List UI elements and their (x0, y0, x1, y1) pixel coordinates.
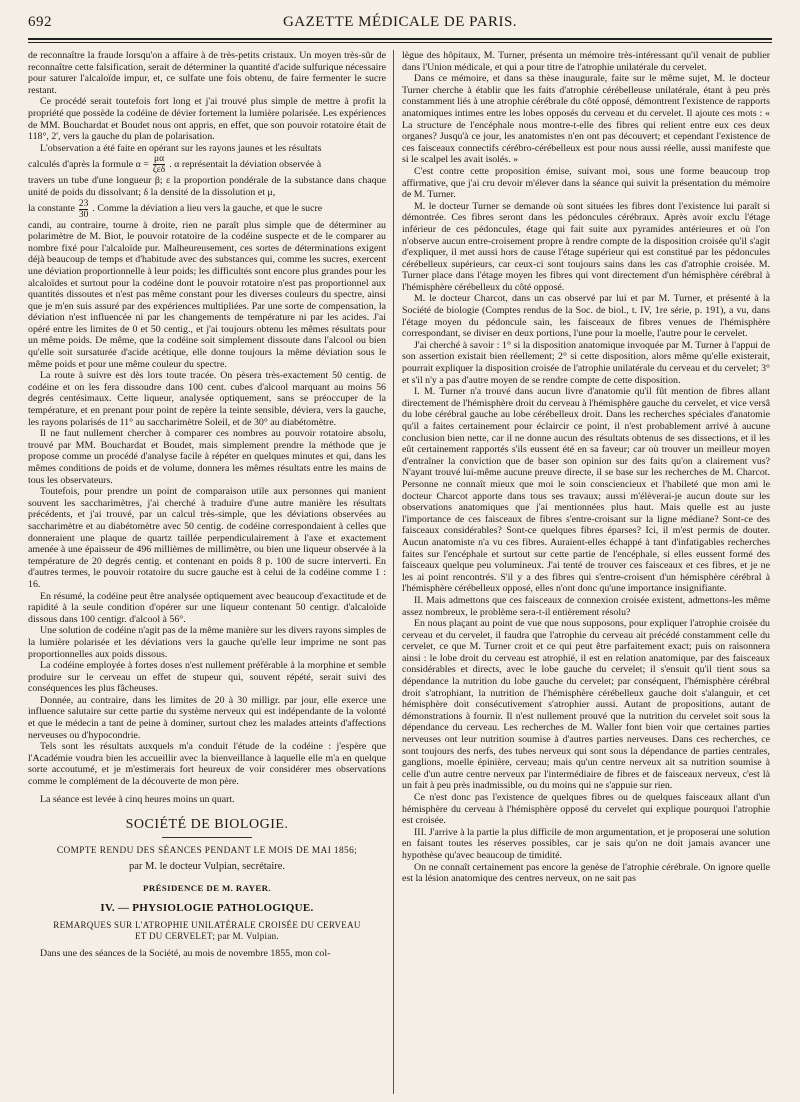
paragraph: Une solution de codéine n'agit pas de la même manière sur les divers rayons simples de la lumière polarisée et les déviations vers la gauche qu'elle leur imprime ne sont pas proportionnelles aux poids dissous. (28, 625, 386, 660)
section-heading: IV. — PHYSIOLOGIE PATHOLOGIQUE. (100, 901, 314, 914)
paragraph: Donnée, au contraire, dans les limites de 20 à 30 milligr. par jour, elle exerce une influence salutaire sur cette partie du système nerveux qui est indépendante de la volonté et que le médecin a tant de peine à dominer, surtout chez les malades atteints d'affections nerveuses ou d'hypocondrie. (28, 694, 386, 741)
journal-title: GAZETTE MÉDICALE DE PARIS. (282, 14, 518, 30)
paragraph: C'est contre cette proposition émise, suivant moi, sous une forme beaucoup trop affirmative, que j'ai cru devoir m'élever dans la séance qui suivit la présentation du mémoire de M. Turner. (402, 165, 770, 201)
paragraph: Il ne faut nullement chercher à comparer ces nombres au pouvoir rotatoire absolu, trouvé par MM. Bouchardat et Boudet, mais simplement prendre la méthode que je propose comme un procédé d'analyse facile à répéter en quelques minutes et qui, dans les mêmes conditions de poids et de volume, donnera les mêmes résultats entre les mains de tous les observateurs. (28, 428, 386, 486)
paragraph: Ce procédé serait toutefois fort long et j'ai trouvé plus simple de mettre à profit la propriété que possède la codéine de dévier fortement la lumière polarisée. Les expériences de MM. Bouchardat et Boudet nous ont appris, en effet, que son pouvoir rotatoire était de 118°, 2', vers la gauche du plan de polarisation. (28, 96, 386, 143)
paragraph: lègue des hôpitaux, M. Turner, présenta un mémoire très-intéressant qu'il venait de publier dans l'Union médicale, et qui a pour titre de l'atrophie unilatérale du cervelet. (402, 50, 770, 73)
paragraph: La codéine employée à fortes doses n'est nullement préférable à la morphine et semble produire sur le cerveau un effet de stupeur qui, souvent répété, serait suivi des conséquences les plus fâcheuses. (28, 660, 386, 695)
presidency-line: PRÉSIDENCE DE M. RAYER. (143, 883, 271, 893)
page-header (28, 14, 772, 36)
paragraph: de reconnaître la fraude lorsqu'on a affaire à de très-petits cristaux. Un moyen très-sûr de reconnaître cette falsification, serait de déterminer la quantité d'acide sulfurique nécessaire pour saturer l'alcaloïde impur, et, ce sulfate une fois obtenu, de faire fermenter le sucre restant. (28, 50, 386, 96)
paragraph: I. M. Turner n'a trouvé dans aucun livre d'anatomie qu'il fût mention de fibres allant directement de l'hémisphère droit du cerveau à l'hémisphère gauche du cervelet, et vice versâ du lobe cérébral gauche au lobe cérébelleux droit. Dans les recherches spéciales d'anatomie qu'il a faites certainement pour éclaircir ce point, il n'est probablement arrivé à aucune conclusion bien nette, car il ne donne aucun des résultats obtenus de ses dissections, et il les eût certainement rapportés s'ils eussent été en sa faveur; car où trouver un meilleur moyen d'entraîner la conviction que de baser son opinion sur des faits qu'on a clairement vus? N'ayant trouvé lui-même aucune preuve directe, il se base sur les recherches de M. Charcot. Personne ne connaît mieux que moi le soin consciencieux et l'habileté que mon ami le docteur Charcot apporte dans tous ses travaux; aussi m'élèverai-je aucun doute sur les observations anatomiques que j'ai mentionnées plus haut. Mais quelle est au juste l'importance de ces faisceaux de fibres s'entre-croisant sur la ligne médiane? Sont-ce des faisceaux considérables? Sont-ce quelques fibres éparses? Ici, il m'est permis de douter. Aucun anatomiste n'a vu ces fibres. Auraient-elles échappé à tant d'infatigables recherches faites sur l'encéphale et surtout sur cette partie de l'encéphale, si elles eussent formé des faisceaux quelque peu volumineux. J'ai tenté de trouver ces faisceaux et ces fibres, et je ne les ai point rencontrés. S'il y a des fibres qui s'entre-croisent d'un hémisphère cérébral à l'hémisphère cérébelleux opposé, elles n'ont donc qu'une importance insignifiante. (402, 386, 770, 595)
note-title-line: REMARQUES SUR L'ATROPHIE UNILATÉRALE CROISÉE DU CERVEAU (53, 920, 361, 931)
paragraph: M. le docteur Charcot, dans un cas observé par lui et par M. Turner, et présenté à la Société de biologie (Comptes rendus de la Soc. de biol., t. IV, 1re série, p. 191), a vu, dans l'étage moyen du pédoncule sain, les faisceaux de fibres venues de l'hémisphère correspondant, se diviser en deux portions, l'une pour la moelle, l'autre pour le cervelet. (402, 293, 770, 340)
paragraph: candi, au contraire, tourne à droite, rien ne paraît plus simple que de déterminer au polarimètre de M. Biot, le pouvoir rotatoire de la codéine suspecte et de le comparer au nombre fixé pour l'alcaloïde pur. Malheureusement, ces sortes de déterminations exigent déjà beaucoup de temps et d'habitude avec des substances qui, comme les sucres, exercent une déviation proportionnelle à leur poids; les difficultés sont encore plus grandes pour les alcaloïdes et surtout pour la codéine dont le pouvoir rotatoire n'est pas proportionnel aux quantités dissoutes et n'est pas même constant pour les diverses couleurs du spectre, ainsi que je m'en suis assuré par des expériences multipliées. Par une sorte de compensation, la déviation n'est influencée ni par les changements de température ni par les acides. J'ai opéré entre les limites de 0 et 50 centig., et j'ai toujours obtenu les mêmes résultats pour un même poids. De même, que la codéine soit simplement dissoute dans l'alcool ou bien qu'elle soit sursaturée d'acide acétique, elle donne toujours la même déviation sous le même poids et pour une même couleur du spectre. (28, 219, 386, 370)
formula-prefix: calculés d'après la formule α = (28, 159, 149, 171)
constant-fraction (79, 199, 89, 220)
report-line: COMPTE RENDU DES SÉANCES PENDANT LE MOIS DE MAI 1856; (56, 845, 358, 856)
right-column (402, 50, 770, 1096)
note-title (28, 920, 386, 942)
section-rule (162, 837, 252, 838)
formula-line (28, 154, 386, 175)
header-rule-thin (28, 42, 772, 43)
note-title-line: ET DU CERVELET; par M. Vulpian. (135, 931, 279, 942)
paragraph: La séance est levée à cinq heures moins un quart. (40, 793, 235, 805)
page-number: 692 (28, 14, 52, 30)
paragraph: J'ai cherché à savoir : 1° si la disposition anatomique invoquée par M. Turner à l'appui de son assertion existait bien réellement; 2° si cette disposition, alors même qu'elle existerait, pourrait expliquer la disposition croisée de l'atrophie unilatérale du cerveau et du cervelet; 3° et s'il n'y a pas d'autre moyen de se rendre compte de cette disposition. (402, 339, 770, 386)
formula-denominator: ζεδ (152, 165, 166, 176)
constant-line (28, 199, 386, 220)
paragraph: L'observation a été faite en opérant sur les rayons jaunes et les résultats (40, 142, 322, 154)
paragraph: Tels sont les résultats auxquels m'a conduit l'étude de la codéine : j'espère que l'Académie voudra bien les accueillir avec la bienveillance à laquelle elle m'a en quelque sorte accoutumé, et je m'estimerais fort heureux de voir considérer mes observations comme le complément de la découverte de mon père. (28, 741, 386, 788)
header-rule-thick (28, 38, 772, 40)
constant-numerator: 23 (78, 198, 89, 209)
formula-fraction (153, 154, 165, 175)
paragraph: Toutefois, pour prendre un point de comparaison utile aux personnes qui manient souvent les saccharimètres, j'ai cherché à traduire d'une autre manière les résultats précédents, et j'ai trouvé, par un calcul très-simple, que les déviations observées au saccharimètre et au diabétomètre avec 50 centig. de codéine correspondaient à celles que donneraient une plaque de quartz taillée perpendiculairement à l'axe et exactement amenée à une épaisseur de 496 millièmes de millimètre, ou bien une liqueur observée à la température de 20 degrés centig. et contenant en poids 8 p. 100 de sucre interverti. En d'autres termes, le pouvoir rotatoire du sucre gauche est à celui de la codéine comme 1 : 16. (28, 486, 386, 590)
left-column (28, 50, 386, 1096)
constant-prefix: la constante (28, 203, 75, 215)
report-author-line: par M. le docteur Vulpian, secrétaire. (128, 861, 286, 873)
paragraph: Dans ce mémoire, et dans sa thèse inaugurale, faite sur le même sujet, M. le docteur Turner cherche à établir que les faits d'atrophie cérébelleuse unilatérale, étant à peu près constamment liés à une atrophie cérébrale du côté opposé, démontrent l'existence de rapports anatomiques intimes entre les lobes opposés du cerveau et du cervelet. Il ajoute ces mots : « La structure de l'encéphale nous montre-t-elle des fibres qui relient entre eux ces deux organes? Jusqu'à ce jour, les anatomistes n'en ont pas découvert; et cependant l'existence de ces faisceaux connectifs cérébro-cérébelleux est pour nous aussi réelle, aussi manifeste que si le scalpel les avait isolés. » (402, 73, 770, 166)
paragraph: III. J'arrive à la partie la plus difficile de mon argumentation, et je proposerai une solution en faisant toutes les réserves possibles, car je sais qu'on ne doit jamais avancer une hypothèse qu'avec beaucoup de timidité. (402, 826, 770, 861)
paragraph: La route à suivre est dès lors toute tracée. On pèsera très-exactement 50 centig. de codéine et on les fera dissoudre dans 100 cent. cubes d'alcool marquant au moins 56 degrés centésimaux. Cette liqueur, analysée optiquement, sans se préoccuper de la température, et en prenant pour point de repère la teinte sensible, déviera, vers la gauche, les rayons polarisés de 11° au saccharimètre Soleil, et de 30° au diabétomètre. (28, 370, 386, 428)
constant-suffix: . Comme la déviation a lieu vers la gauche, et que le sucre (92, 203, 323, 215)
formula-numerator: μα (153, 154, 165, 165)
paragraph: travers un tube d'une longueur β; ε la proportion pondérale de la substance dans chaque unité de poids du dissolvant; δ la densité de la dissolution et μ, (28, 175, 386, 198)
paragraph: On ne connaît certainement pas encore la genèse de l'atrophie cérébrale. On ignore quelle est la lésion anatomique des centres nerveux, on ne sait pas (402, 861, 770, 885)
column-divider (393, 50, 394, 1094)
paragraph: Dans une des séances de la Société, au mois de novembre 1855, mon col- (40, 948, 331, 960)
paragraph: En nous plaçant au point de vue que nous supposons, pour expliquer l'atrophie croisée du cerveau et du cervelet, il faudra que l'atrophie du cerveau ait précédé constamment celle du cervelet, ce que M. Turner croit et ce qui peut être parfaitement exact; puis on raisonnera ainsi : le lobe droit du cerveau est atrophié, il est en relation anatomique, par des faisceaux considérables et directs, avec le lobe gauche du cervelet; il s'ensuit qu'il tient sous sa dépendance la nutrition du lobe gauche du cervelet; par conséquent, l'hémisphère cérébral droit s'atrophiant, la nutrition de l'hémisphère cérébelleux gauche doit s'alanguir, et cet hémisphère doit consécutivement s'atrophier aussi. Autant de propositions, autant de démonstrations à fournir. Il n'est nullement prouvé que la nutrition du cervelet soit sous la dépendance du cerveau. Les recherches de M. Waller font bien voir que certaines parties nerveuses ont leur nutrition soumise à d'autres parties nerveuses. Dans ces recherches, ce sont toujours des nerfs, des tubes nerveux qui sont sous la dépendance de parties centrales, ganglions, moelle épinière, cerveau; mais qu'un centre nerveux ait sa nutrition soumise à celle d'un autre centre nerveux par l'intermédiaire de fibres et de faisceaux nerveux, c'est là un fait à peu près inadmissible, ou du moins qui ne s'appuie sur rien. (402, 618, 770, 792)
formula-suffix: . α représentait la déviation observée à (169, 159, 322, 171)
constant-denominator: 30 (78, 209, 89, 220)
paragraph: Ce n'est donc pas l'existence de quelques fibres ou de quelques faisceaux allant d'un hémisphère du cerveau à l'hémisphère opposé du cervelet qui explique pourquoi l'atrophie est croisée. (402, 792, 770, 827)
paragraph: M. le docteur Turner se demande où sont situées les fibres dont l'existence lui paraît si démontrée. Ces fibres seront dans les pédoncules cérébraux. Après avoir exclu l'étage inférieur de ces pédoncules, étage qui fait suite aux pyramides antérieures et où l'on n'observe aucun entre-croisement propre à rendre compte de la disposition croisée qu'il s'agit d'expliquer, il met aussi hors de cause l'étage supérieur qui est constitué par les pédoncules cérébelleux supérieurs, car ceux-ci sont toujours sains dans les cas d'atrophie croisée. M. Turner place dans l'étage moyen les fibres qui vont directement d'un hémisphère cérébral à l'hémisphère cérébelleux du côté opposé. (402, 200, 770, 293)
paragraph: II. Mais admettons que ces faisceaux de connexion croisée existent, admettons-les même assez nombreux, le problème sera-t-il entièrement résolu? (402, 594, 770, 618)
paragraph: En résumé, la codéine peut être analysée optiquement avec beaucoup d'exactitude et de rapidité à la seule condition d'opérer sur une liqueur contenant 50 centigr. d'alcaloïde dissous dans 100 centigr. d'alcool à 56°. (28, 590, 386, 625)
section-title: SOCIÉTÉ DE BIOLOGIE. (125, 817, 289, 833)
